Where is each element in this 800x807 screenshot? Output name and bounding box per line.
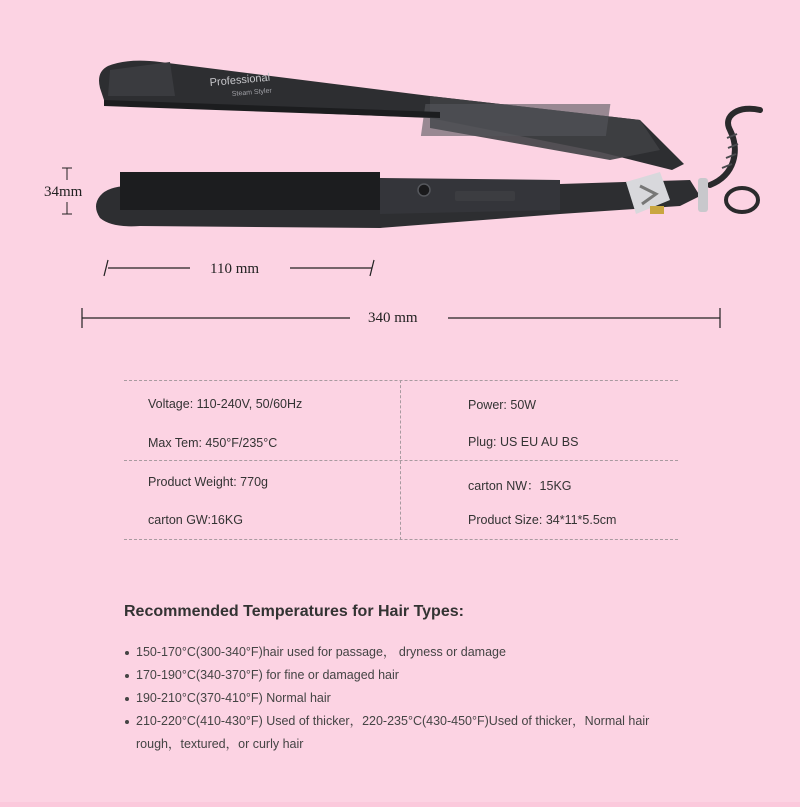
table-divider [124, 539, 678, 540]
list-item: 150-170°C(300-340°F)hair used for passage， dryness or damage [124, 641, 744, 664]
brand-text: Professional [209, 71, 271, 89]
bottom-strip [0, 802, 800, 807]
spec-power: Power: 50W [468, 398, 537, 412]
table-column-divider [400, 380, 401, 540]
product-image [0, 0, 800, 260]
hair-straightener-illustration [0, 0, 800, 260]
spec-product-size: Product Size: 34*11*5.5cm [468, 513, 617, 527]
table-divider [124, 380, 678, 381]
list-item: 210-220°C(410-430°F) Used of thicker，220-235°C(430-450°F)Used of thicker，Normal hair rough，textured，or curly hair [124, 710, 744, 756]
table-divider [124, 460, 678, 461]
spec-weight: Product Weight: 770g [148, 475, 268, 489]
height-dimension-label: 34mm [44, 184, 83, 200]
plate-dimension-label: 110 mm [210, 261, 260, 277]
recommend-title: Recommended Temperatures for Hair Types: [124, 603, 464, 620]
list-item: 190-210°C(370-410°F) Normal hair [124, 687, 744, 710]
spec-carton-gw: carton GW:16KG [148, 513, 243, 527]
spec-carton-nw: carton NW：15KG [468, 479, 572, 493]
length-dimension-label: 340 mm [368, 310, 418, 326]
list-item: 170-190°C(340-370°F) for fine or damaged hair [124, 664, 744, 687]
specs-table [124, 380, 678, 540]
spec-voltage: Voltage: 110-240V, 50/60Hz [148, 397, 303, 411]
sub-text: Steam Styler [231, 87, 273, 98]
recommend-list [124, 641, 744, 756]
spec-max-temp: Max Tem: 450°F/235°C [148, 436, 278, 450]
spec-plug: Plug: US EU AU BS [468, 435, 579, 449]
